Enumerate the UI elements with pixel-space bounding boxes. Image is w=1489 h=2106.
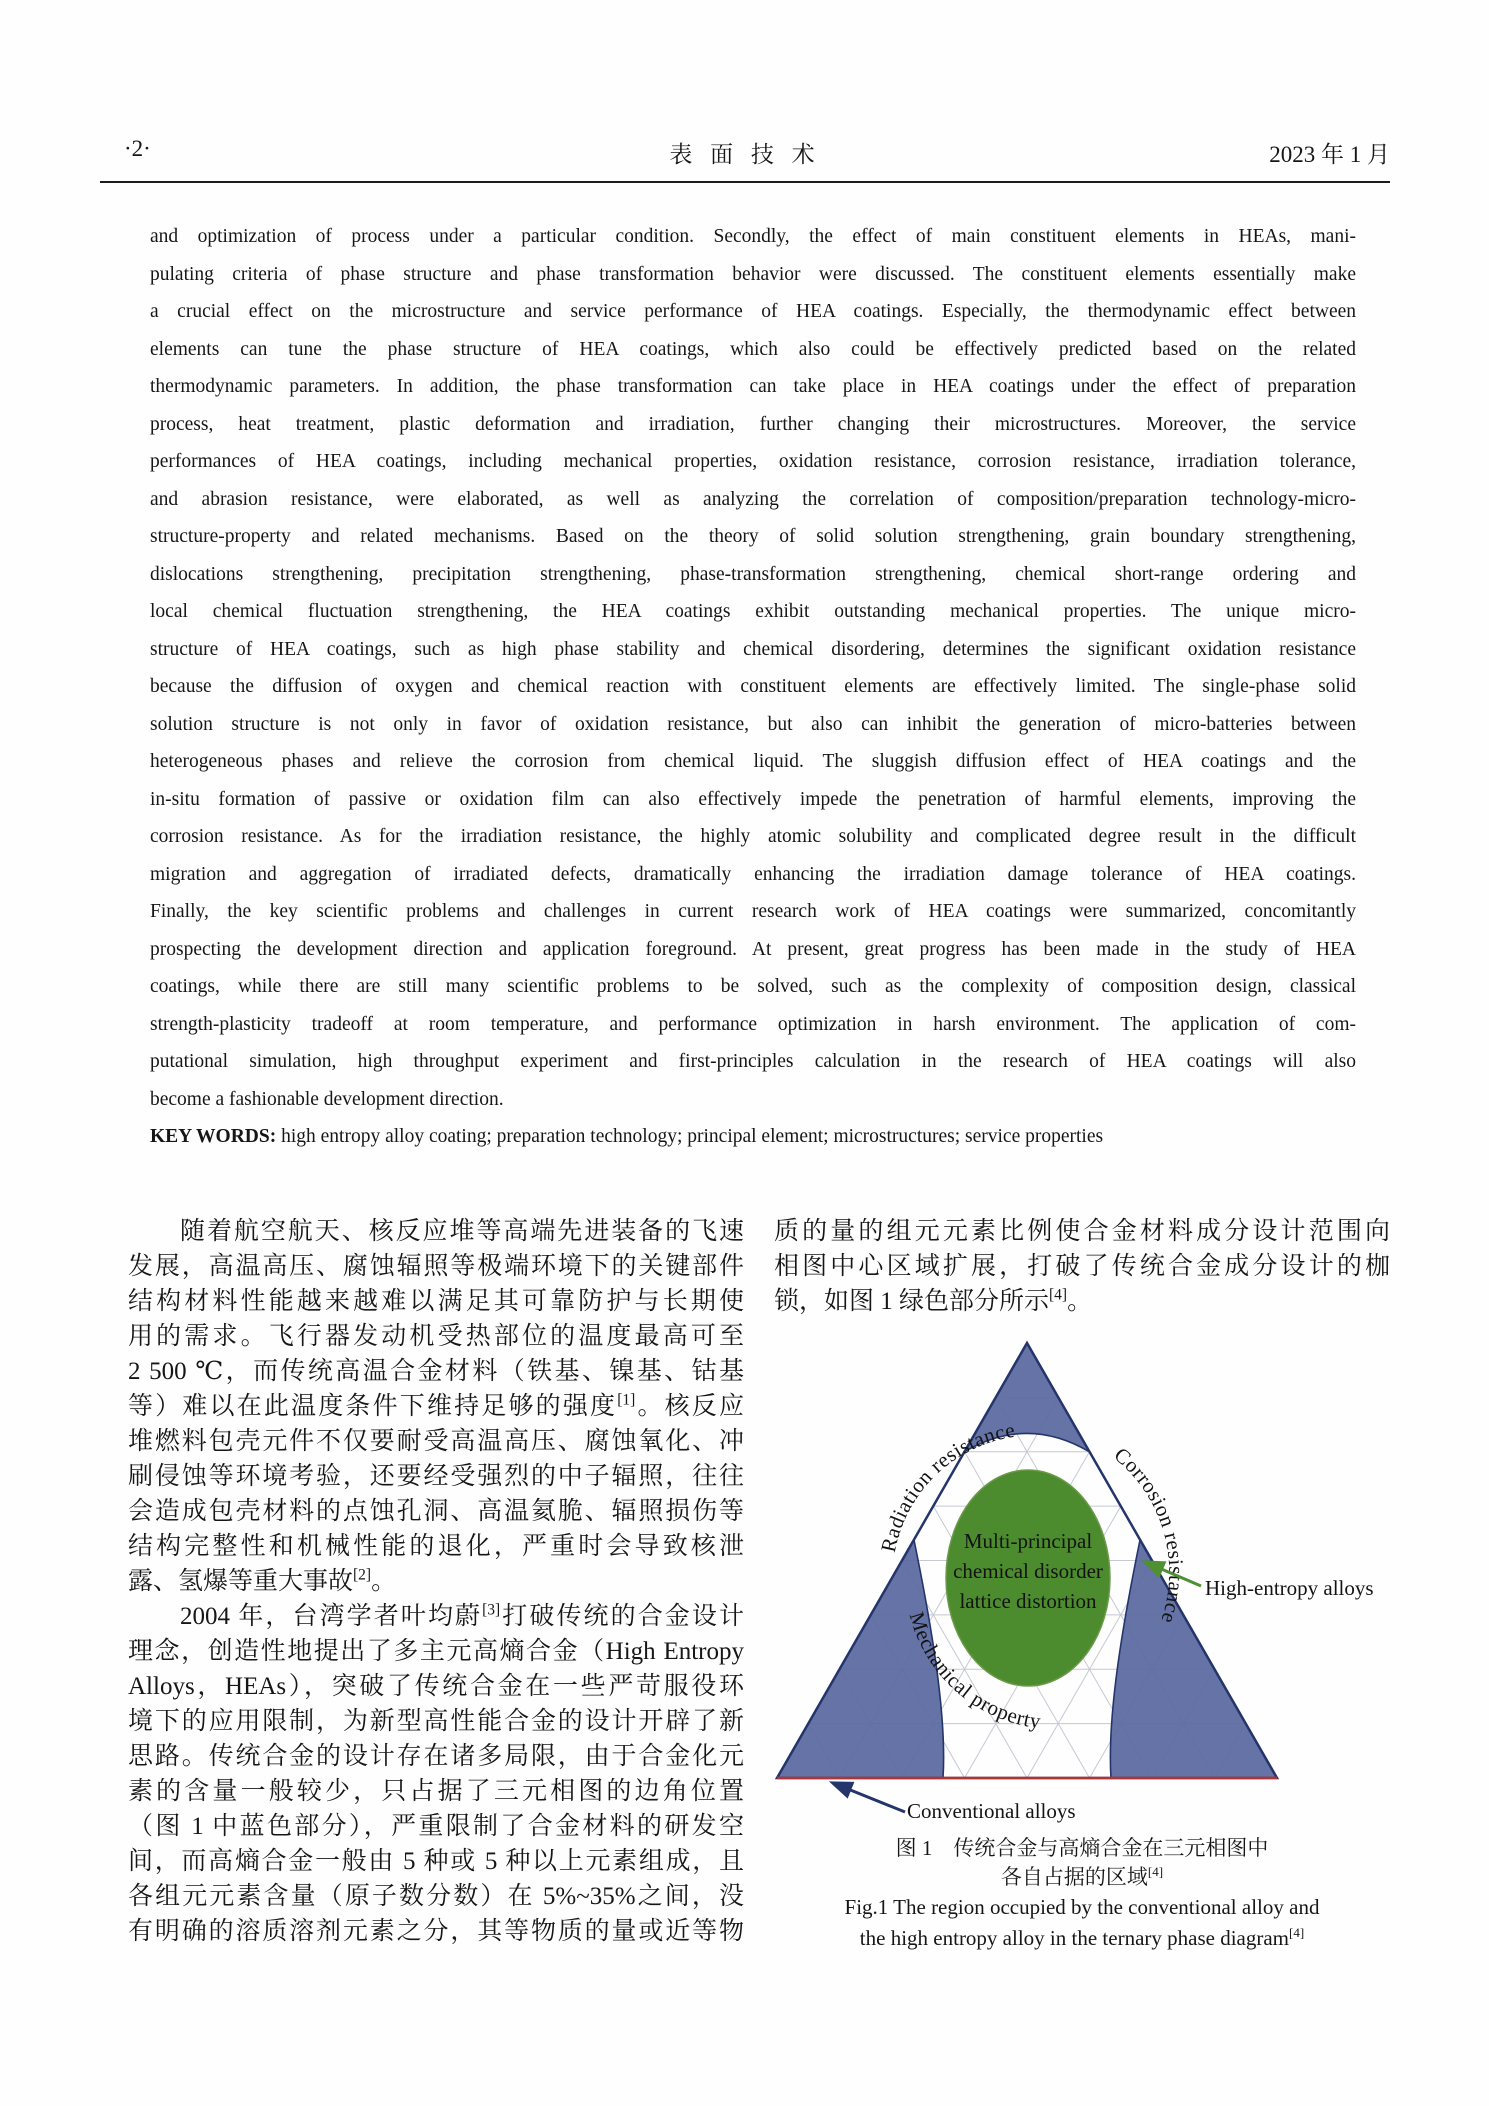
text-line: 等）难以在此温度条件下维持足够的强度[1]。核反应 (128, 1391, 744, 1420)
keywords-label: KEY WORDS: (150, 1126, 277, 1147)
text-line: corrosion resistance. As for the irradiation resistance, the highly atomic solubility and complicated degree result in the difficult (150, 826, 1356, 847)
text-line: strength-plasticity tradeoff at room temperature, and performance optimization in harsh environment. The application of com- (150, 1013, 1356, 1035)
conventional-alloys-label: Conventional alloys (907, 1799, 1076, 1823)
text-line: 堆燃料包壳元件不仅要耐受高温高压、腐蚀氧化、冲 (128, 1428, 744, 1455)
text-line: 结构完整性和机械性能的退化，严重时会导致核泄 (128, 1533, 744, 1560)
text-line: and abrasion resistance, were elaborated, as well as analyzing the correlation of composition/preparation technology-micro- (150, 488, 1356, 510)
issue-date: 2023 年 1 月 (1269, 142, 1390, 167)
figure-caption-cn-line1: 图 1 传统合金与高熵合金在三元相图中 (895, 1836, 1269, 1860)
left-column (128, 1214, 744, 1949)
figure-caption-en-line2: the high entropy alloy in the ternary phase diagram[4] (859, 1924, 1305, 1950)
text-line: 有明确的溶质溶剂元素之分，其等物质的量或近等物 (128, 1918, 744, 1945)
text-line: solution structure is not only in favor of oxidation resistance, but also can inhibit the generation of micro-batteries between (150, 713, 1356, 735)
text-line: thermodynamic parameters. In addition, the phase transformation can take place in HEA coatings under the effect of preparation (150, 376, 1356, 397)
journal-title: 表 面 技 术 (669, 142, 821, 167)
text-line: 会造成包壳材料的点蚀孔洞、高温氦脆、辐照损伤等 (128, 1498, 744, 1525)
text-line: 随着航空航天、核反应堆等高端先进装备的飞速 (180, 1218, 744, 1245)
center-label-line3: lattice distortion (959, 1589, 1097, 1613)
text-line: 理念，创造性地提出了多主元高熵合金（High Entropy (128, 1638, 744, 1665)
text-line: coatings, while there are still many scientific problems to be solved, such as the complexity of composition design, classical (150, 976, 1356, 997)
text-line: 锁，如图 1 绿色部分所示[4]。 (774, 1286, 1093, 1315)
text-line: process, heat treatment, plastic deformation and irradiation, further changing their microstructures. Moreover, the service (150, 413, 1356, 435)
text-line: 2004 年，台湾学者叶均蔚[3]打破传统的合金设计 (180, 1601, 744, 1630)
text-line: local chemical fluctuation strengthening, the HEA coatings exhibit outstanding mechanical properties. The unique micro- (150, 601, 1356, 622)
center-label-line1: Multi-principal (963, 1529, 1093, 1553)
text-line: 相图中心区域扩展，打破了传统合金成分设计的枷 (774, 1253, 1390, 1280)
radiation-resistance-label: Radiation resistance (875, 1417, 1017, 1555)
corner-region-top (965, 1343, 1090, 1452)
text-line: 结构材料性能越来越难以满足其可靠防护与长期使 (128, 1288, 744, 1315)
text-line: dislocations strengthening, precipitation strengthening, phase-transformation strengthening, chemical short-range ordering and (150, 563, 1356, 585)
text-line: pulating criteria of phase structure and phase transformation behavior were discussed. The constituent elements essentially make (150, 263, 1356, 285)
text-line: 用的需求。飞行器发动机受热部位的温度最高可至 (128, 1323, 744, 1350)
text-line: performances of HEA coatings, including mechanical properties, oxidation resistance, corrosion resistance, irradiation tolerance, (150, 451, 1356, 472)
figure-ternary-diagram (755, 1335, 1395, 1832)
header-rule (100, 181, 1390, 183)
corrosion-resistance-label: Corrosion resistance (1109, 1442, 1189, 1627)
text-line: Finally, the key scientific problems and challenges in current research work of HEA coatings were summarized, concomitantly (150, 901, 1356, 922)
corner-region-bottom-left (777, 1540, 944, 1778)
text-line: putational simulation, high throughput experiment and first-principles calculation in the research of HEA coatings will also (150, 1051, 1356, 1072)
keywords-text: high entropy alloy coating; preparation technology; principal element; microstructures; service properties (276, 1126, 1104, 1147)
text-line: because the diffusion of oxygen and chemical reaction with constituent elements are effectively limited. The single-phase solid (150, 676, 1356, 697)
page-number: ·2· (124, 136, 151, 161)
text-line: 刷侵蚀等环境考验，还要经受强烈的中子辐照，往往 (128, 1463, 744, 1490)
text-line: Alloys，HEAs），突破了传统合金在一些严苛服役环 (128, 1673, 744, 1700)
figure-captions (774, 1834, 1390, 1953)
text-line: migration and aggregation of irradiated defects, dramatically enhancing the irradiation damage tolerance of HEA coatings. (150, 863, 1356, 885)
center-label-line2: chemical disorder (953, 1559, 1103, 1583)
figure-caption-en-line1: Fig.1 The region occupied by the conventional alloy and (844, 1895, 1320, 1919)
conventional-arrow (833, 1783, 905, 1812)
text-line: in-situ formation of passive or oxidation film can also effectively impede the penetration of harmful elements, improving the (150, 788, 1356, 810)
keywords-line (150, 1118, 1356, 1156)
text-line: a crucial effect on the microstructure and service performance of HEA coatings. Especially, the thermodynamic effect between (150, 301, 1356, 322)
text-line: （图 1 中蓝色部分），严重限制了合金材料的研发空 (128, 1813, 744, 1840)
text-line: 素的含量一般较少，只占据了三元相图的边角位置 (128, 1778, 744, 1805)
text-line: and optimization of process under a particular condition. Secondly, the effect of main constituent elements in HEAs, mani- (150, 226, 1356, 247)
right-column (774, 1214, 1390, 1319)
text-line: 间，而高熵合金一般由 5 种或 5 种以上元素组成，且 (128, 1848, 744, 1875)
text-line: 2 500 ℃，而传统高温合金材料（铁基、镍基、钴基 (128, 1358, 744, 1385)
text-line: structure of HEA coatings, such as high phase stability and chemical disordering, determines the significant oxidation resistance (150, 638, 1356, 660)
text-line: 各组元元素含量（原子数分数）在 5%~35%之间，没 (128, 1883, 744, 1910)
abstract-block (150, 218, 1356, 1118)
text-line: 境下的应用限制，为新型高性能合金的设计开辟了新 (128, 1708, 744, 1735)
text-line: 思路。传统合金的设计存在诸多局限，由于合金化元 (128, 1743, 744, 1770)
text-line: elements can tune the phase structure of HEA coatings, which also could be effectively predicted based on the related (150, 338, 1356, 360)
text-line: 发展，高温高压、腐蚀辐照等极端环境下的关键部件 (128, 1253, 744, 1280)
page-header (100, 136, 1390, 166)
text-line: 质的量的组元元素比例使合金材料成分设计范围向 (774, 1218, 1390, 1245)
figure-caption-cn-line2: 各自占据的区域[4] (1000, 1864, 1164, 1889)
text-line: structure-property and related mechanisms. Based on the theory of solid solution strengthening, grain boundary strengthening, (150, 526, 1356, 547)
high-entropy-alloys-label: High-entropy alloys (1205, 1576, 1374, 1600)
mechanical-property-label: Mechanical property (904, 1609, 1043, 1734)
text-line: 露、氢爆等重大事故[2]。 (128, 1566, 397, 1595)
text-line: prospecting the development direction and application foreground. At present, great progress has been made in the study of HEA (150, 938, 1356, 960)
text-line: become a fashionable development direction. (150, 1088, 504, 1110)
text-line: heterogeneous phases and relieve the corrosion from chemical liquid. The sluggish diffusion effect of HEA coatings and the (150, 751, 1356, 772)
